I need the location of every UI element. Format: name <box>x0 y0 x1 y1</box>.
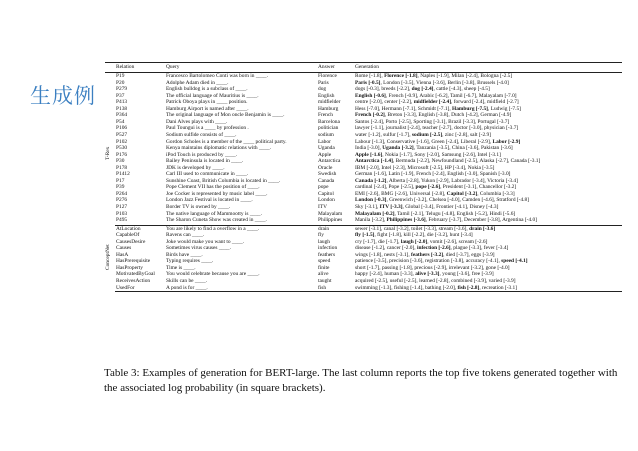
generation-cell: Santos [-2.4], Porto [-2.5], Sporting [-3.1], Brazil [-3.3], Portugal [-3.7] <box>355 118 510 125</box>
examples-table-container <box>105 62 622 292</box>
query-cell: Sometimes virus causes ____. <box>166 245 231 252</box>
answer-cell: Florence <box>318 73 337 80</box>
query-cell: Pope Clement VII has the position of ____. <box>166 184 260 191</box>
query-cell: Skills can be ____. <box>166 278 208 285</box>
answer-cell: pope <box>318 184 329 191</box>
query-cell: Gordon Scholes is a member of the ____ political party. <box>166 138 287 145</box>
answer-cell: drain <box>318 225 330 232</box>
generation-cell: cry [-1.7], die [-1.7], laugh [-2.0], vomit [-2.6], scream [-2.6] <box>355 238 488 245</box>
table-row <box>105 73 622 80</box>
query-cell: Border TV is owned by ____. <box>166 204 231 210</box>
relation-cell: P364 <box>116 112 128 119</box>
table-row <box>105 285 622 292</box>
query-cell: Francesco Bartolomeo Conti was born in ____. <box>166 73 268 80</box>
answer-cell: laugh <box>318 238 330 245</box>
answer-cell: Oracle <box>318 164 333 171</box>
relation-cell: P39 <box>116 184 125 191</box>
table-body <box>105 73 622 292</box>
query-cell: The Sharon Cuneta Show was created in ____. <box>165 217 317 225</box>
header-generation: Generation <box>355 64 379 71</box>
query-cell: Carl III used to communicate in ____. <box>166 171 249 178</box>
relation-cell: HasPrerequisite <box>116 258 151 265</box>
relation-cell: P264 <box>116 190 128 197</box>
query-cell: English bulldog is a subclass of ____. <box>166 86 248 93</box>
answer-cell: Swedish <box>318 171 337 178</box>
query-cell: Birds have ____. <box>166 251 203 258</box>
slide-title: 生成例 <box>30 84 96 108</box>
relation-cell: P1412 <box>116 171 130 178</box>
examples-table <box>105 62 622 292</box>
generation-cell: acquired [-2.5], useful [-2.5], learned [-2.8], combined [-3.9], varied [-3.9] <box>355 278 516 285</box>
query-cell: Dani Alves plays with ____. <box>166 118 228 125</box>
generation-cell: India [-3.0], Uganda [-3.2], Tanzania [-3.5], China [-3.6], Pakistan [-3.6] <box>355 145 513 152</box>
header-relation: Relation <box>116 64 135 71</box>
relation-cell: CapableOf <box>116 232 140 239</box>
answer-cell: ITV <box>318 204 327 210</box>
answer-cell: French <box>318 112 333 119</box>
relation-cell: P54 <box>116 118 125 125</box>
query-cell: Bailey Peninsula is located in ____. <box>166 158 244 165</box>
relation-cell: P495 <box>115 217 165 225</box>
answer-cell: English <box>318 92 335 99</box>
header-group <box>105 63 115 73</box>
table-header-row <box>105 63 622 73</box>
query-cell: Sunshine Coast, British Columbia is located in ____. <box>166 177 281 184</box>
answer-cell: Philippines <box>317 217 354 225</box>
generation-cell: disease [-1.2], cancer [-2.0], infection [-2.6], plague [-3.3], fever [-3.4] <box>355 245 509 252</box>
generation-cell: Rome [-1.8], Florence [-1.8], Naples [-1.9], Milan [-2.4], Bologna [-2.5] <box>355 73 513 80</box>
answer-cell: politician <box>318 125 339 132</box>
relation-cell: CausesDesire <box>116 238 146 245</box>
relation-cell: P106 <box>116 125 128 132</box>
group-label: T-Rex <box>105 147 111 161</box>
relation-cell: P127 <box>116 204 128 210</box>
relation-cell: MotivatedByGoal <box>116 271 155 278</box>
answer-cell: alive <box>318 271 329 278</box>
answer-cell: speed <box>318 258 331 265</box>
generation-cell: fly [-1.5], fight [-1.8], kill [-2.2], die [-3.2], hunt [-3.4] <box>355 232 473 239</box>
answer-cell: finite <box>318 264 330 271</box>
generation-cell: IBM [-2.0], Intel [-2.3], Microsoft [-2.5], HP [-3.4], Nokia [-3.5] <box>355 164 495 171</box>
header-answer: Answer <box>318 64 335 71</box>
answer-cell: Apple <box>318 151 332 158</box>
generation-cell: water [-1.2], sulfur [-1.7], sodium [-2.5], zinc [-2.8], salt [-2.9] <box>355 131 491 138</box>
answer-cell: Barcelona <box>318 118 340 125</box>
answer-cell: taught <box>318 278 332 285</box>
table-caption: Table 3: Examples of generation for BERT-large. The last column reports the top five tokens generated together with the associated log probability (in square brackets). <box>104 367 618 394</box>
relation-cell: UsedFor <box>115 285 165 292</box>
generation-cell: Canada [-1.2], Alberta [-2.8], Yukon [-2.9], Labrador [-3.4], Victoria [-3.4] <box>355 177 518 184</box>
query-cell: Joe Cocker is represented by music label ____. <box>166 190 268 197</box>
answer-cell: dog <box>318 86 327 93</box>
query-cell: You would celebrate because you are ____. <box>166 271 260 278</box>
answer-cell: sodium <box>318 131 334 138</box>
answer-cell: Capitol <box>318 190 334 197</box>
generation-cell: happy [-2.4], human [-3.3], alive [-3.3], young [-3.6], free [-3.9] <box>355 271 494 278</box>
answer-cell: Antarctica <box>318 158 341 165</box>
generation-cell: dogs [-0.3], breeds [-2.2], dog [-2.4], cattle [-4.3], sheep [-4.5] <box>355 86 490 93</box>
query-cell: London Jazz Festival is located in ____. <box>166 197 253 204</box>
generation-cell: Hess [-7.0], Hermann [-7.1], Schmidt [-7.1], Hamburg [-7.5], Ludwig [-7.5] <box>355 105 521 112</box>
answer-cell: Hamburg <box>318 105 339 112</box>
relation-cell: P413 <box>116 99 128 106</box>
relation-cell: P527 <box>116 131 128 138</box>
table-row <box>105 225 622 232</box>
answer-cell: Labor <box>318 138 331 145</box>
query-cell: You are likely to find a overflow in a ____. <box>166 225 260 232</box>
query-cell: Patrick Oboya plays in ____ position. <box>166 99 248 106</box>
generation-cell: Labour [-1.3], Conservative [-1.6], Green [-2.4], Liberal [-2.9], Labor [-2.9] <box>355 138 521 145</box>
query-cell: The original language of Mon oncle Benjamin is ____. <box>166 112 285 119</box>
query-cell: The native language of Mammootty is ____. <box>166 210 262 217</box>
generation-cell: EMI [-2.6], BMG [-2.6], Universal [-2.8], Capitol [-3.2], Columbia [-3.3] <box>355 190 515 197</box>
generation-cell: wings [-1.8], nests [-3.1], feathers [-3.2], died [-3.7], eggs [-3.9] <box>355 251 495 258</box>
query-cell: Kenya maintains diplomatic relations with ____. <box>166 145 272 152</box>
relation-cell: P138 <box>116 105 128 112</box>
table-row <box>105 217 622 225</box>
generation-cell: centre [-2.0], center [-2.2], midfielder [-2.4], forward [-2.4], midfield [-2.7] <box>355 99 519 106</box>
relation-cell: P178 <box>116 164 128 171</box>
generation-cell: patience [-3.5], precision [-3.6], registration [-3.8], accuracy [-4.1], speed [-4.1] <box>355 258 528 265</box>
query-cell: Typing requires ____. <box>166 258 214 265</box>
relation-cell: P17 <box>116 177 125 184</box>
generation-cell: French [-0.2], Breton [-3.3], English [-3.8], Dutch [-4.2], German [-4.9] <box>355 112 512 119</box>
query-cell: Joke would make you want to ____. <box>166 238 245 245</box>
relation-cell: P279 <box>116 86 128 93</box>
answer-cell: fly <box>318 232 324 239</box>
query-cell: iPod Touch is produced by ____. <box>166 151 238 158</box>
generation-cell: London [-0.3], Greenwich [-3.2], Chelsea [-4.0], Camden [-4.6], Stratford [-4.8] <box>355 197 530 204</box>
group-cell <box>105 225 115 291</box>
query-cell: Paul Toungui is a ____ by profession . <box>166 125 249 132</box>
relation-cell: P276 <box>116 197 128 204</box>
group-cell <box>105 73 115 226</box>
relation-cell: P176 <box>116 151 128 158</box>
relation-cell: P37 <box>116 92 125 99</box>
relation-cell: HasA <box>116 251 129 258</box>
group-label: ConceptNet <box>105 244 111 270</box>
relation-cell: P30 <box>116 158 125 165</box>
relation-cell: AtLocation <box>116 225 141 232</box>
answer-cell: feathers <box>318 251 336 258</box>
generation-cell: Paris [-0.5], London [-3.5], Vienna [-3.6], Berlin [-3.8], Brussels [-4.0] <box>355 79 509 86</box>
query-cell: A pond is for ____. <box>165 285 317 292</box>
answer-cell: Malayalam <box>318 210 343 217</box>
relation-cell: Causes <box>116 245 132 252</box>
answer-cell: midfielder <box>318 99 341 106</box>
query-cell: Ravens can ____. <box>166 232 205 239</box>
answer-cell: Uganda <box>318 145 335 152</box>
relation-cell: P102 <box>116 138 128 145</box>
header-query: Query <box>166 64 180 71</box>
generation-cell: Sky [-3.1], ITV [-3.3], Global [-3.4], Frontier [-4.1], Disney [-4.3] <box>355 204 499 210</box>
query-cell: Hamburg Airport is named after ____. <box>166 105 249 112</box>
query-cell: Adolphe Adam died in ____. <box>166 79 229 86</box>
answer-cell: infection <box>318 245 338 252</box>
query-cell: The official language of Mauritius is ____. <box>166 92 259 99</box>
generation-cell: cardinal [-2.4], Pope [-2.5], pope [-2.6], President [-3.1], Chancellor [-3.2] <box>355 184 517 191</box>
relation-cell: P20 <box>116 79 125 86</box>
generation-cell: Antarctica [-1.4], Bermuda [-2.2], Newfoundland [-2.5], Alaska [-2.7], Canada [-3.1] <box>355 158 541 165</box>
relation-cell: HasProperty <box>116 264 143 271</box>
answer-cell: London <box>318 197 335 204</box>
relation-cell: P19 <box>116 73 125 80</box>
generation-cell: Manila [-3.2], Philippines [-3.6], February [-3.7], December [-3.8], Argentina [-4.0] <box>354 217 622 225</box>
generation-cell: German [-1.6], Latin [-1.9], French [-2.4], English [-3.0], Spanish [-3.0] <box>355 171 511 178</box>
generation-cell: swimming [-1.3], fishing [-1.4], bathing [-2.0], fish [-2.8], recreation [-3.1] <box>354 285 622 292</box>
answer-cell: Canada <box>318 177 335 184</box>
relation-cell: ReceivesAction <box>116 278 151 285</box>
query-cell: Sodium sulfide consists of ____. <box>166 131 237 138</box>
generation-cell: English [-0.6], French [-0.9], Arabic [-6.2], Tamil [-6.7], Malayalam [-7.0] <box>355 92 517 99</box>
answer-cell: Paris <box>318 79 329 86</box>
generation-cell: sewer [-3.1], canal [-3.2], toilet [-3.3], stream [-3.6], drain [-3.6] <box>355 225 496 232</box>
generation-cell: Malayalam [-0.2], Tamil [-2.1], Telugu [-4.8], English [-5.2], Hindi [-5.6] <box>355 210 516 217</box>
generation-cell: Apple [-1.6], Nokia [-1.7], Sony [-2.0], Samsung [-2.6], Intel [-3.1] <box>355 151 501 158</box>
relation-cell: P530 <box>116 145 128 152</box>
answer-cell: fish <box>317 285 354 292</box>
generation-cell: lawyer [-1.1], journalist [-2.4], teacher [-2.7], doctor [-3.0], physician [-3.7] <box>355 125 519 132</box>
query-cell: Time is ____. <box>166 264 196 271</box>
generation-cell: short [-1.7], passing [-1.8], precious [-2.9], irrelevant [-3.2], gone [-4.0] <box>355 264 510 271</box>
relation-cell: P103 <box>116 210 128 217</box>
query-cell: JDK is developed by ____. <box>166 164 225 171</box>
